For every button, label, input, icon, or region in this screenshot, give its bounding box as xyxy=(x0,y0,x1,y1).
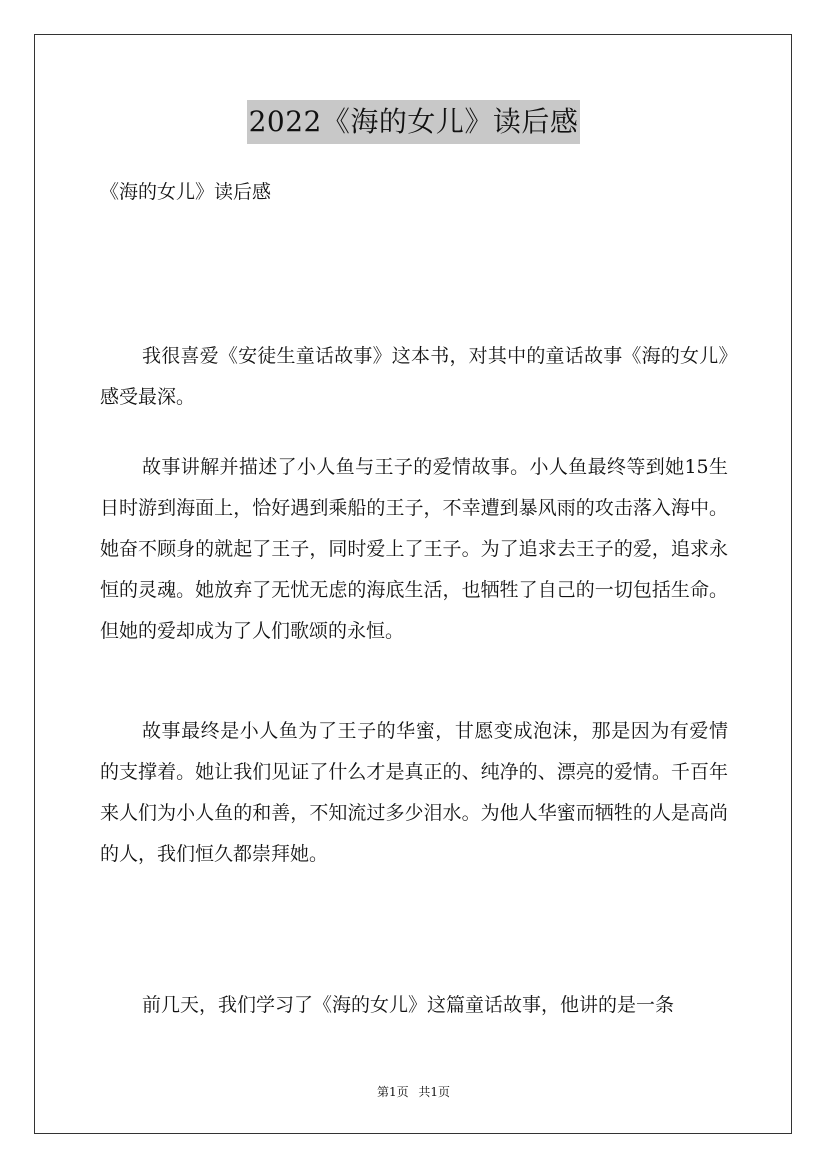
body-paragraph-3: 故事最终是小人鱼为了王子的华蜜，甘愿变成泡沫，那是因为有爱情的支撑着。她让我们见证了什么才是真正的、纯净的、漂亮的爱情。千百年来人们为小人鱼的和善，不知流过多少泪水。为他人华蜜而牺牲的人是高尚的人，我们恒久都崇拜她。 xyxy=(100,720,728,865)
document-subtitle: 《海的女儿》读后感 xyxy=(100,181,272,203)
document-title-text: 2022《海的女儿》读后感 xyxy=(247,100,581,144)
body-paragraph-2: 故事讲解并描述了小人鱼与王子的爱情故事。小人鱼最终等到她15生日时游到海面上，恰好遇到乘船的王子，不幸遭到暴风雨的攻击落入海中。她奋不顾身的就起了王子，同时爱上了王子。为了追求去王子的爱，追求永恒的灵魂。她放弃了无忧无虑的海底生活，也牺牲了自己的一切包括生命。但她的爱却成为了人们歌颂的永恒。 xyxy=(100,456,728,642)
document-title xyxy=(0,100,827,144)
page-footer: 第1页 共1页 xyxy=(376,1085,451,1099)
body-paragraph-1: 我很喜爱《安徒生童话故事》这本书，对其中的童话故事《海的女儿》感受最深。 xyxy=(100,345,728,408)
body-paragraph-4: 前几天，我们学习了《海的女儿》这篇童话故事，他讲的是一条 xyxy=(142,994,675,1016)
